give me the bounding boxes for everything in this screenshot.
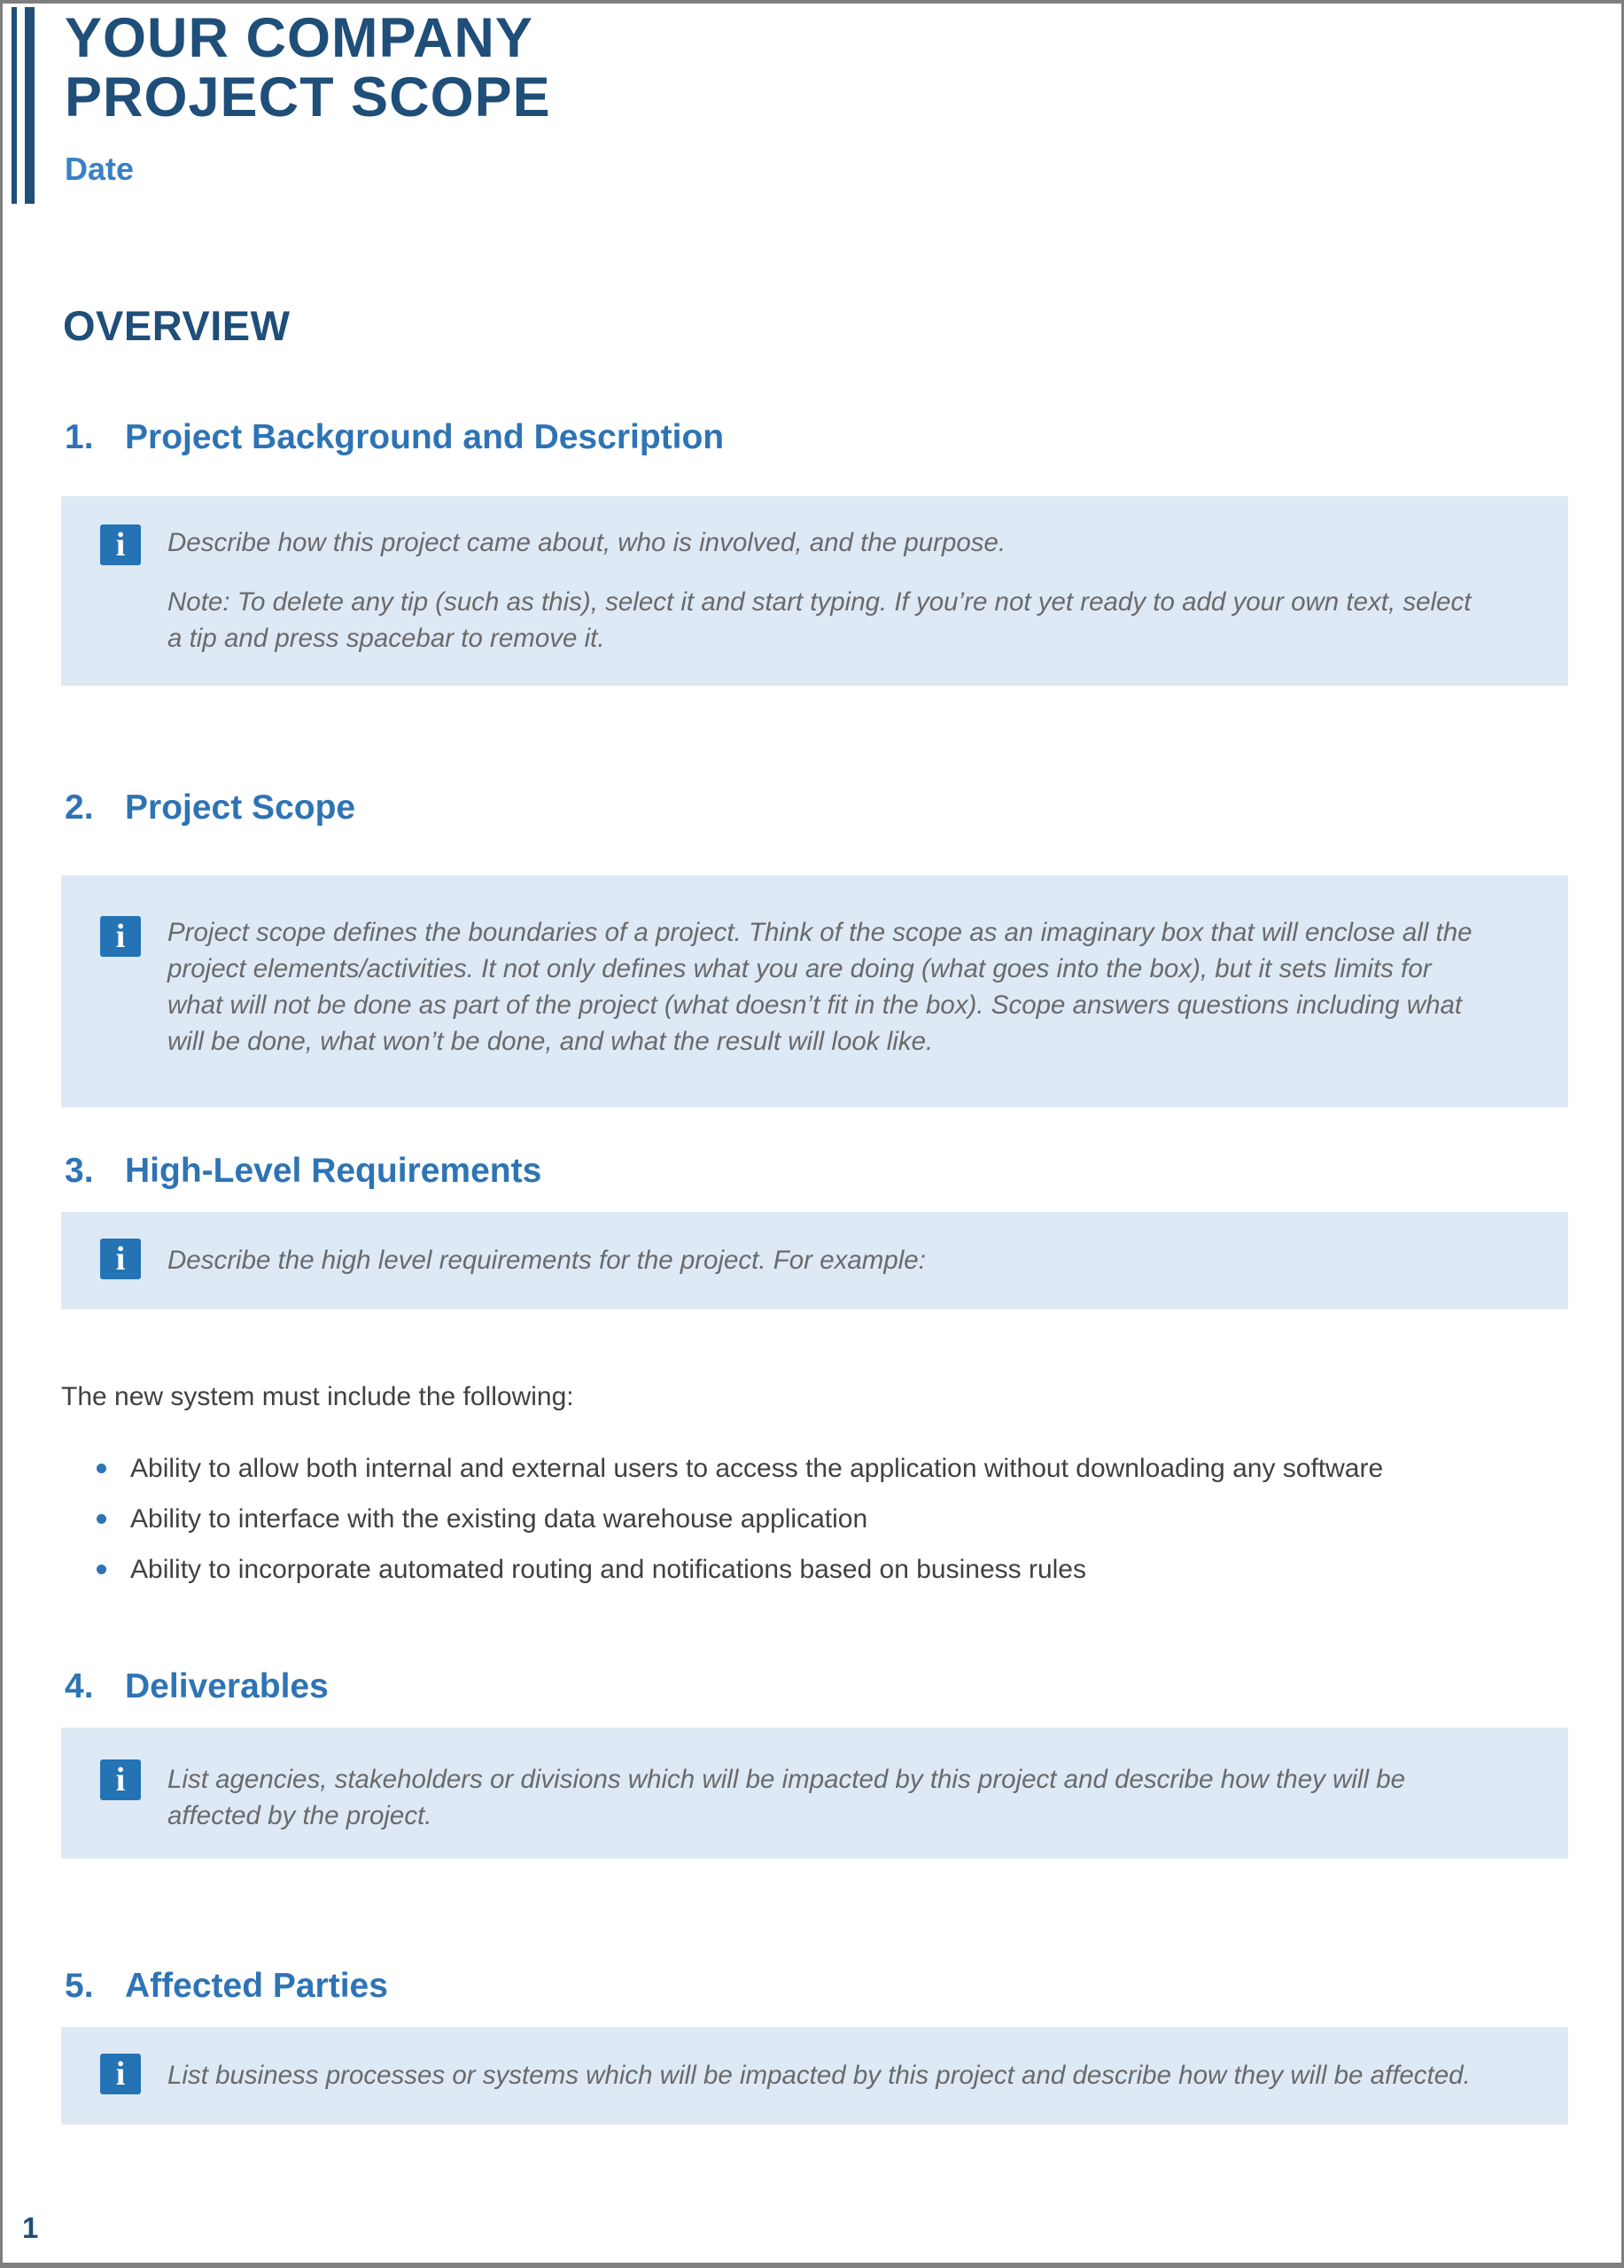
tip-box [61,1212,1568,1309]
section-number: 1. [65,418,94,456]
tip-text: List business processes or systems which will be impacted by this project and describe how they will be affected. [167,2061,1471,2090]
list-item [61,1453,1514,1485]
list-item-text: Ability to interface with the existing data warehouse application [130,1504,868,1534]
tip-text: Project scope defines the boundaries of a project. Think of the scope as an imaginary box that will enclose all the project elements/activities. It not only defines what you are doing (what goes into the box), but it sets limits for what will not be done as part of the project (what doesn’t fit in the box). Scope answers questions including what will be done, what won’t be done, and what the result will look like. [167,918,1472,1056]
section-title: High-Level Requirements [125,1152,542,1190]
section-heading-high-level-requirements [65,1152,541,1191]
list-item-text: Ability to allow both internal and external users to access the application without downloading any software [130,1454,1384,1483]
section-title: Project Scope [125,788,356,827]
requirements-intro: The new system must include the following: [61,1382,574,1411]
list-item [61,1503,1514,1535]
overview-heading: OVERVIEW [63,302,291,349]
section-number: 4. [65,1667,94,1705]
tip-text: Describe the high level requirements for the project. For example: [167,1246,926,1275]
info-icon: i [100,1759,141,1800]
tip-text: List agencies, stakeholders or divisions which will be impacted by this project and describe how they will be affected by the project. [167,1765,1406,1830]
section-number: 5. [65,1967,94,2005]
tip-box [61,2027,1568,2124]
section-title: Project Background and Description [125,418,725,456]
section-title: Affected Parties [125,1967,388,2005]
tip-box [61,1728,1568,1859]
header-accent-bar-thick [25,7,35,204]
info-icon: i [100,2054,141,2094]
tip-box [61,875,1568,1107]
header-accent-bar-thin [12,7,17,204]
list-item [61,1554,1514,1586]
section-title: Deliverables [125,1667,329,1705]
section-heading-project-scope [65,788,355,827]
document-title: PROJECT SCOPE [65,66,551,128]
tip-box [61,496,1568,686]
section-number: 3. [65,1152,94,1190]
info-icon: i [100,1239,141,1279]
bullet-icon [97,1514,106,1524]
page-number: 1 [22,2211,39,2244]
info-icon: i [100,916,141,957]
tip-text: Note: To delete any tip (such as this), select it and start typing. If you’re not yet ready to add your own text, select a tip and press spacebar to remove it. [167,587,1472,653]
info-icon: i [100,524,141,565]
bullet-icon [97,1565,106,1574]
section-number: 2. [65,788,94,827]
page-title [65,9,551,128]
tip-text: Describe how this project came about, who is involved, and the purpose. [167,528,1006,557]
company-name: YOUR COMPANY [65,7,533,69]
section-heading-affected-parties [65,1967,388,2006]
requirements-list [61,1453,1514,1604]
date-label: Date [65,151,135,187]
list-item-text: Ability to incorporate automated routing and notifications based on business rules [130,1555,1086,1584]
section-heading-project-background [65,418,724,457]
section-heading-deliverables [65,1667,329,1706]
bullet-icon [97,1464,106,1473]
